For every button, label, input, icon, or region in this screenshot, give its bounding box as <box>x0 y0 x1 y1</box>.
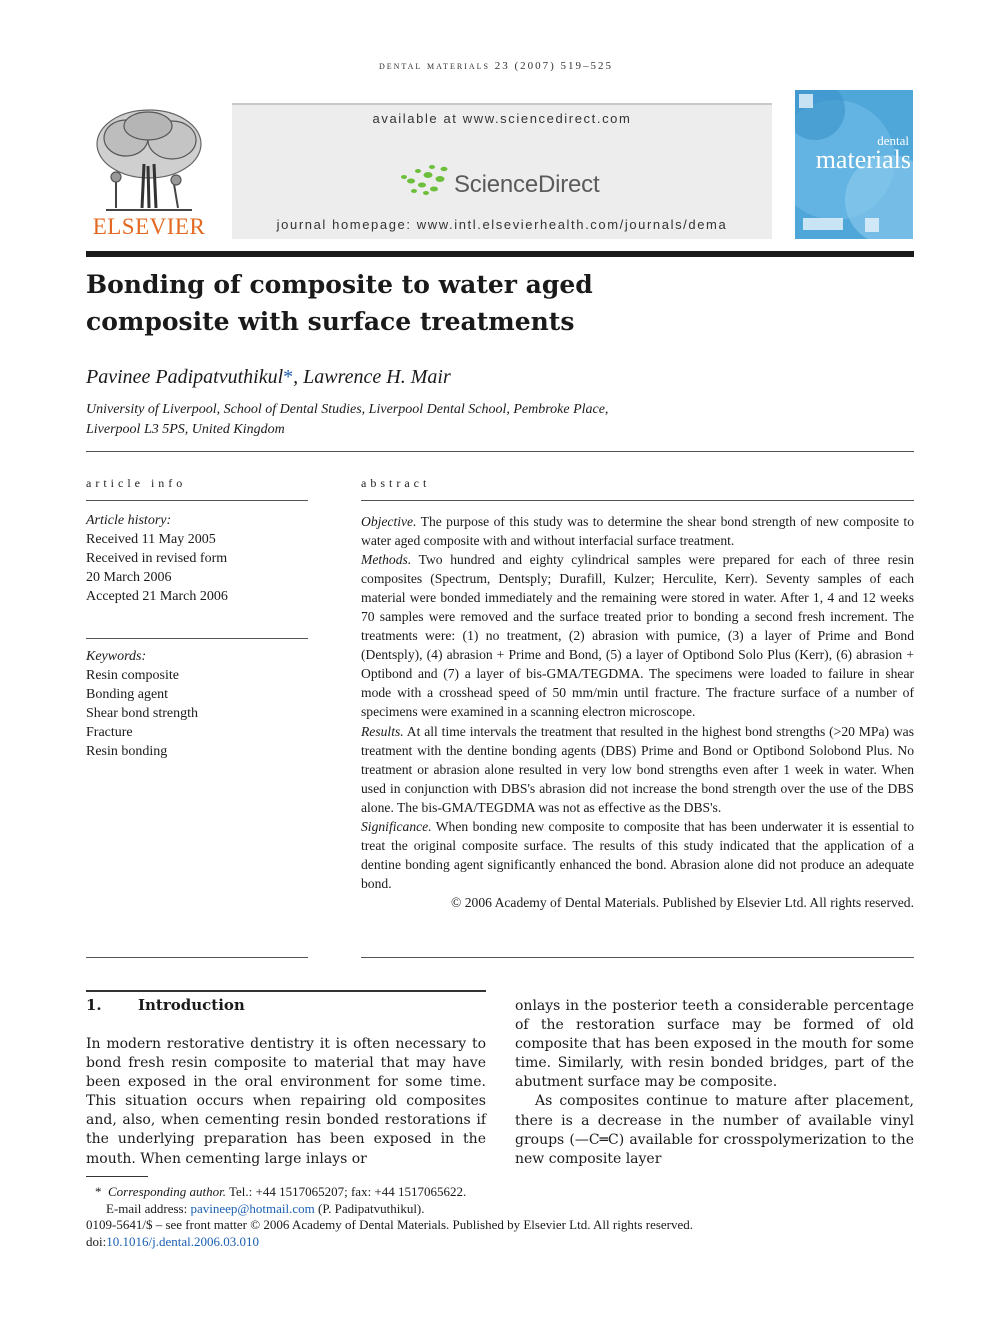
header-rule <box>86 251 914 257</box>
cover-title-line1: dental <box>877 133 909 148</box>
sciencedirect-banner <box>232 103 772 239</box>
divider <box>361 500 914 501</box>
keywords <box>86 647 198 761</box>
objective-label: Objective. <box>361 514 417 529</box>
body-paragraph: As composites continue to mature after placement, there is a decrease in the number of available vinyl groups (—C═C) available for crosspolymerization to the new composite layer <box>515 1093 914 1167</box>
keyword-item: Fracture <box>86 725 133 740</box>
email-label: E-mail address: <box>106 1200 191 1216</box>
corresponding-author-mark[interactable]: * <box>283 366 294 388</box>
section-heading <box>86 996 245 1014</box>
body-column-right <box>515 997 914 1169</box>
affiliation <box>86 400 686 439</box>
body-column-left <box>86 1035 486 1169</box>
email-owner: (P. Padipatvuthikul). <box>314 1200 425 1216</box>
email-link[interactable]: pavineep@hotmail.com <box>190 1200 315 1216</box>
methods-label: Methods. <box>361 552 412 568</box>
keyword-item: Resin composite <box>86 668 179 683</box>
history-item: Received in revised form <box>86 551 228 566</box>
article-history <box>86 511 228 606</box>
cover-title-line2: materials <box>815 145 911 174</box>
keyword-item: Bonding agent <box>86 687 169 702</box>
author-name: Pavinee Padipatvuthikul <box>86 366 284 388</box>
results-text: At all time intervals the treatment that resulted in the highest bond strengths (>20 MPa) was treatment with the dentine bonding agents (DBS) Prime and Bond or Optibond Solobond Plus. No treatment or abrasion alone resulted in very low bond strengths even after 1 week in water. When used in conjunction with DBS's abrasion did not increase the bond strength over the use of the DBS alone. The bis-GMA/TEGDMA was not as effective as the DBS's. <box>361 723 914 815</box>
history-item: Received 11 May 2005 <box>86 532 216 547</box>
journal-cover-image <box>795 90 913 239</box>
elsevier-wordmark: ELSEVIER <box>92 214 206 239</box>
article-history-label: Article history: <box>86 513 172 528</box>
keywords-label: Keywords: <box>86 649 147 664</box>
corresponding-contact: Tel.: +44 1517065207; fax: +44 1517065622. <box>225 1184 467 1199</box>
corresponding-author-note <box>86 1184 866 1201</box>
doi-link[interactable]: 10.1016/j.dental.2006.03.010 <box>106 1233 259 1249</box>
affiliation-line: Liverpool L3 5PS, United Kingdom <box>86 421 285 437</box>
divider <box>86 957 308 958</box>
divider <box>86 500 308 501</box>
abstract-significance <box>361 817 914 893</box>
abstract-methods <box>361 550 914 721</box>
article-info-heading: article info <box>86 476 187 490</box>
footnotes <box>86 1184 866 1250</box>
doi-label: doi: <box>86 1233 107 1249</box>
affiliation-line: University of Liverpool, School of Dental Studies, Liverpool Dental School, Pembroke Place, <box>86 402 609 417</box>
results-label: Results. <box>361 723 404 739</box>
author-name: Lawrence H. Mair <box>303 366 451 388</box>
running-head: dental materials 23 (2007) 519–525 <box>378 60 614 72</box>
abstract-results <box>361 722 914 817</box>
significance-text: When bonding new composite to composite that has been underwater it is essential to treat the original composite surface. The results of this study indicated that the application of a dentine bonding agent significantly enhanced the bond. Abrasion alone did not produce an adequate bond. <box>361 818 914 891</box>
abstract-copyright: © 2006 Academy of Dental Materials. Published by Elsevier Ltd. All rights reserved. <box>451 894 914 910</box>
methods-text: Two hundred and eighty cylindrical samples were prepared for each of three resin composites (Spectrum, Dentsply; Durafill, Kulzer; Herculite, Kerr). Seventy samples of each material were bonded immediately and the remaining were stored in water. After 1, 4 and 12 weeks 70 samples were removed and the surface treated prior to bonding a second fresh increment. The treatments were: (1) no treatment, (2) abrasion with pumice, (3) a layer of Prime and Bond (Dentsply), (4) abrasion + Prime and Bond, (5) a layer of Optibond Solo Plus (Kerr), (6) abrasion + Optibond and (7) a layer of bis-GMA/TEGDMA. The specimens were loaded to failure in shear mode with a crosshead speed of 50 mm/min until fracture. The fracture surface of a number of specimens were examined in a scanning electron microscope. <box>361 552 914 720</box>
sciencedirect-logo-text: ScienceDirect <box>454 171 600 198</box>
divider <box>361 957 914 958</box>
author-list <box>86 366 451 389</box>
body-paragraph: In modern restorative dentistry it is often necessary to bond fresh resin composite to material that may have been exposed in the oral environment for some time. This situation occurs when repairing old composites and, also, when cementing resin bonded restorations if the underlying preparation has been exposed in the mouth. When cementing large inlays or <box>86 1036 486 1167</box>
corresponding-label: Corresponding author. <box>108 1184 226 1199</box>
issn-line: 0109-5641/$ – see front matter © 2006 Academy of Dental Materials. Published by Elsevier Ltd. All rights reserved. <box>86 1217 694 1232</box>
doi-line <box>86 1234 866 1251</box>
section-rule <box>86 990 486 992</box>
abstract-heading: abstract <box>361 476 431 490</box>
footnote-mark: * <box>95 1184 102 1199</box>
abstract-body <box>361 512 914 912</box>
email-note <box>86 1201 866 1218</box>
divider <box>86 451 914 452</box>
significance-label: Significance. <box>361 818 432 834</box>
article-title: Bonding of composite to water aged composite with surface treatments <box>86 270 593 336</box>
journal-homepage-link[interactable]: journal homepage: www.intl.elsevierhealth.com/journals/dema <box>276 217 728 232</box>
keyword-item: Resin bonding <box>86 744 168 759</box>
divider <box>86 638 308 639</box>
history-item: 20 March 2006 <box>86 570 172 585</box>
keyword-item: Shear bond strength <box>86 706 198 721</box>
section-title: Introduction <box>138 996 245 1014</box>
objective-text: The purpose of this study was to determine the shear bond strength of new composite to water aged composite with and without interfacial surface treatment. <box>361 514 914 549</box>
cover-title <box>801 134 911 173</box>
footnote-rule <box>86 1176 148 1177</box>
body-paragraph: onlays in the posterior teeth a considerable percentage of the restoration surface may be formed of old composite that has been exposed in the mouth for some time. Similarly, with resin bonded bridges, part of the abutment surface may be composite. <box>515 998 914 1091</box>
section-number: 1. <box>86 996 102 1014</box>
history-item: Accepted 21 March 2006 <box>86 589 228 604</box>
available-at-link[interactable]: available at www.sciencedirect.com <box>372 111 632 126</box>
author-separator: , <box>293 366 304 388</box>
abstract-objective <box>361 512 914 550</box>
